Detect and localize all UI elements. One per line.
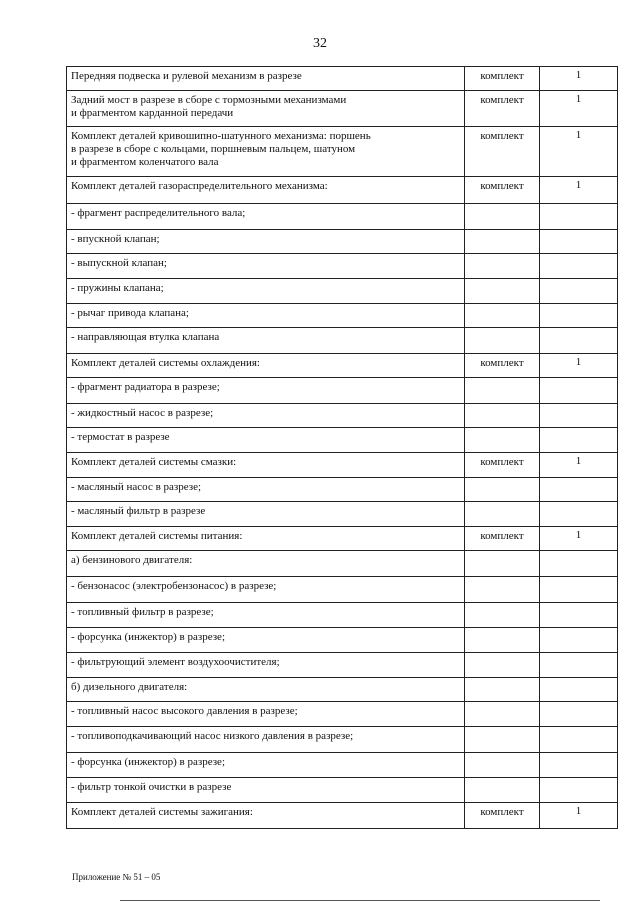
item-quantity bbox=[540, 328, 618, 354]
item-name: Задний мост в разрезе в сборе с тормозными механизмами и фрагментом карданной передачи bbox=[71, 94, 347, 119]
item-name: Передняя подвеска и рулевой механизм в разрезе bbox=[71, 70, 302, 82]
item-name: - рычаг привода клапана; bbox=[71, 307, 189, 319]
item-name-cell bbox=[67, 702, 465, 727]
item-quantity bbox=[540, 727, 618, 753]
item-name-cell bbox=[67, 502, 465, 527]
item-name-cell bbox=[67, 551, 465, 577]
item-quantity bbox=[540, 702, 618, 727]
table-row bbox=[67, 628, 618, 653]
item-quantity bbox=[540, 478, 618, 502]
table-row bbox=[67, 778, 618, 803]
item-unit: комплект bbox=[465, 67, 540, 91]
item-name: б) дизельного двигателя: bbox=[71, 681, 188, 693]
item-name-cell bbox=[67, 328, 465, 354]
item-quantity: 1 bbox=[540, 177, 618, 204]
item-name-cell bbox=[67, 378, 465, 404]
item-quantity: 1 bbox=[540, 453, 618, 478]
item-name-cell bbox=[67, 428, 465, 453]
item-unit bbox=[465, 577, 540, 603]
item-unit bbox=[465, 254, 540, 279]
table-row bbox=[67, 91, 618, 127]
table-row bbox=[67, 204, 618, 230]
item-name: - фильтрующий элемент воздухоочистителя; bbox=[71, 656, 280, 668]
item-quantity bbox=[540, 502, 618, 527]
table-row bbox=[67, 478, 618, 502]
item-quantity bbox=[540, 230, 618, 254]
item-name-cell bbox=[67, 204, 465, 230]
item-name: Комплект деталей газораспределительного механизма: bbox=[71, 180, 328, 192]
item-quantity: 1 bbox=[540, 354, 618, 378]
item-quantity: 1 bbox=[540, 803, 618, 829]
table-row bbox=[67, 753, 618, 778]
item-unit bbox=[465, 603, 540, 628]
item-name-cell bbox=[67, 527, 465, 551]
bottom-rule bbox=[120, 900, 600, 901]
item-unit bbox=[465, 378, 540, 404]
item-quantity: 1 bbox=[540, 67, 618, 91]
table-row bbox=[67, 702, 618, 727]
table-row bbox=[67, 177, 618, 204]
item-quantity bbox=[540, 653, 618, 678]
item-unit bbox=[465, 628, 540, 653]
item-unit: комплект bbox=[465, 177, 540, 204]
item-unit bbox=[465, 404, 540, 428]
item-name: - масляный фильтр в разрезе bbox=[71, 505, 206, 517]
item-unit: комплект bbox=[465, 453, 540, 478]
table-row bbox=[67, 453, 618, 478]
item-unit: комплект bbox=[465, 354, 540, 378]
item-quantity bbox=[540, 279, 618, 304]
item-name-cell bbox=[67, 803, 465, 829]
item-name: - топливный насос высокого давления в разрезе; bbox=[71, 705, 298, 717]
item-quantity bbox=[540, 603, 618, 628]
item-unit: комплект bbox=[465, 91, 540, 127]
item-quantity bbox=[540, 254, 618, 279]
item-name: Комплект деталей системы смазки: bbox=[71, 456, 237, 468]
item-unit bbox=[465, 678, 540, 702]
page-number: 32 bbox=[313, 36, 327, 51]
equipment-table bbox=[66, 66, 618, 829]
item-name: - пружины клапана; bbox=[71, 282, 164, 294]
table-row bbox=[67, 551, 618, 577]
item-name: - масляный насос в разрезе; bbox=[71, 481, 202, 493]
table-row bbox=[67, 404, 618, 428]
table-row bbox=[67, 254, 618, 279]
item-quantity bbox=[540, 378, 618, 404]
item-unit bbox=[465, 478, 540, 502]
item-name: Комплект деталей системы питания: bbox=[71, 530, 243, 542]
item-unit bbox=[465, 204, 540, 230]
table-row bbox=[67, 428, 618, 453]
item-name-cell bbox=[67, 304, 465, 328]
item-name: - направляющая втулка клапана bbox=[71, 331, 220, 343]
item-unit bbox=[465, 230, 540, 254]
item-name: - фрагмент распределительного вала; bbox=[71, 207, 246, 219]
item-name: - жидкостный насос в разрезе; bbox=[71, 407, 214, 419]
item-quantity bbox=[540, 753, 618, 778]
table-row bbox=[67, 354, 618, 378]
item-name: - фрагмент радиатора в разрезе; bbox=[71, 381, 220, 393]
table-row bbox=[67, 304, 618, 328]
item-name-cell bbox=[67, 354, 465, 378]
item-quantity: 1 bbox=[540, 527, 618, 551]
item-name: - топливный фильтр в разрезе; bbox=[71, 606, 214, 618]
table-row bbox=[67, 527, 618, 551]
item-quantity bbox=[540, 628, 618, 653]
item-name-cell bbox=[67, 603, 465, 628]
item-name: - фильтр тонкой очистки в разрезе bbox=[71, 781, 232, 793]
item-unit bbox=[465, 702, 540, 727]
item-name-cell bbox=[67, 453, 465, 478]
table-row bbox=[67, 502, 618, 527]
table-row bbox=[67, 230, 618, 254]
item-name-cell bbox=[67, 67, 465, 91]
item-name-cell bbox=[67, 753, 465, 778]
item-unit: комплект bbox=[465, 803, 540, 829]
item-name-cell bbox=[67, 404, 465, 428]
item-name: Комплект деталей кривошипно-шатунного механизма: поршень в разрезе в сборе с кольцами, поршневым пальцем, шатуном и фрагментом коленчатого вала bbox=[71, 130, 371, 168]
table-row bbox=[67, 678, 618, 702]
item-name-cell bbox=[67, 628, 465, 653]
item-name-cell bbox=[67, 279, 465, 304]
item-quantity bbox=[540, 404, 618, 428]
item-unit bbox=[465, 328, 540, 354]
item-name: - выпускной клапан; bbox=[71, 257, 167, 269]
item-name: - форсунка (инжектор) в разрезе; bbox=[71, 756, 225, 768]
item-name-cell bbox=[67, 727, 465, 753]
item-name: - форсунка (инжектор) в разрезе; bbox=[71, 631, 225, 643]
item-unit: комплект bbox=[465, 527, 540, 551]
item-name-cell bbox=[67, 230, 465, 254]
item-name-cell bbox=[67, 577, 465, 603]
item-quantity bbox=[540, 678, 618, 702]
item-unit bbox=[465, 727, 540, 753]
item-name-cell bbox=[67, 653, 465, 678]
equipment-table-body bbox=[67, 67, 618, 829]
item-unit bbox=[465, 502, 540, 527]
item-unit bbox=[465, 653, 540, 678]
item-unit bbox=[465, 428, 540, 453]
item-name-cell bbox=[67, 778, 465, 803]
table-row bbox=[67, 603, 618, 628]
item-name-cell bbox=[67, 254, 465, 279]
item-quantity: 1 bbox=[540, 91, 618, 127]
item-quantity bbox=[540, 304, 618, 328]
item-quantity: 1 bbox=[540, 127, 618, 177]
item-name: - бензонасос (электробензонасос) в разрезе; bbox=[71, 580, 277, 592]
item-unit bbox=[465, 778, 540, 803]
table-row bbox=[67, 577, 618, 603]
table-row bbox=[67, 727, 618, 753]
item-quantity bbox=[540, 551, 618, 577]
item-unit bbox=[465, 304, 540, 328]
item-name: а) бензинового двигателя: bbox=[71, 554, 193, 566]
item-quantity bbox=[540, 778, 618, 803]
item-quantity bbox=[540, 204, 618, 230]
item-unit: комплект bbox=[465, 127, 540, 177]
item-name-cell bbox=[67, 177, 465, 204]
item-name-cell bbox=[67, 478, 465, 502]
item-quantity bbox=[540, 428, 618, 453]
item-name: - топливоподкачивающий насос низкого давления в разрезе; bbox=[71, 730, 354, 742]
item-name-cell bbox=[67, 91, 465, 127]
table-row bbox=[67, 803, 618, 829]
table-row bbox=[67, 378, 618, 404]
footer-appendix-label: Приложение № 51 – 05 bbox=[72, 872, 161, 882]
item-name: - термостат в разрезе bbox=[71, 431, 170, 443]
item-quantity bbox=[540, 577, 618, 603]
item-name: - впускной клапан; bbox=[71, 233, 160, 245]
item-unit bbox=[465, 279, 540, 304]
table-row bbox=[67, 127, 618, 177]
item-name: Комплект деталей системы зажигания: bbox=[71, 806, 253, 818]
table-row bbox=[67, 67, 618, 91]
item-name: Комплект деталей системы охлаждения: bbox=[71, 357, 260, 369]
item-unit bbox=[465, 551, 540, 577]
table-row bbox=[67, 653, 618, 678]
table-row bbox=[67, 279, 618, 304]
item-name-cell bbox=[67, 127, 465, 177]
item-unit bbox=[465, 753, 540, 778]
item-name-cell bbox=[67, 678, 465, 702]
table-row bbox=[67, 328, 618, 354]
